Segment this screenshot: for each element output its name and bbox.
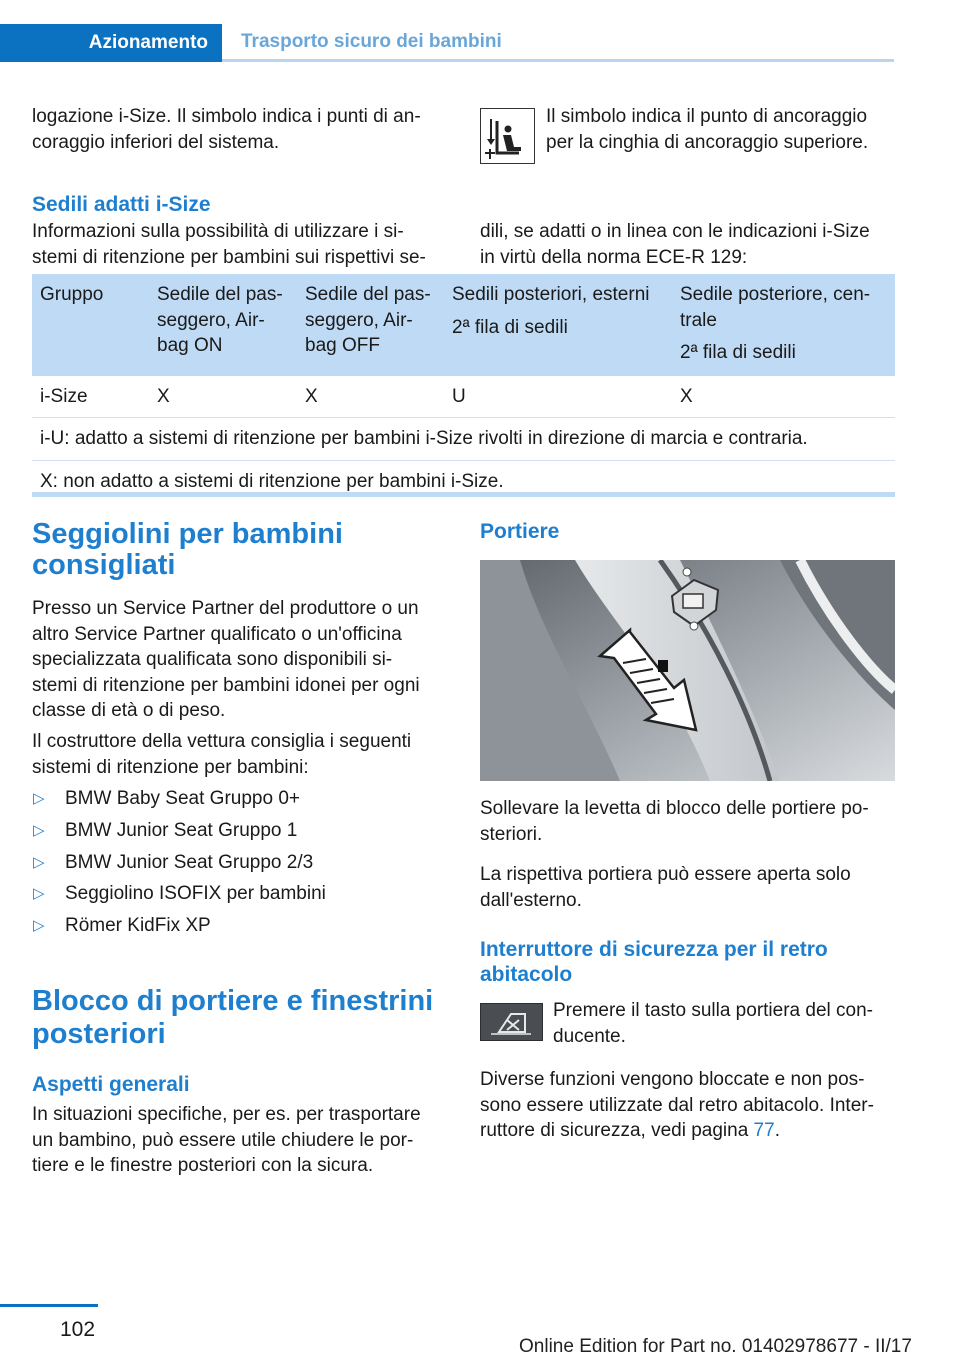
isize-text-left: Informazioni sulla possibilità di utilizzare i si- stemi di ritenzione per bambini sui rispettivi se- [32,221,426,268]
tab-azionamento[interactable]: Azionamento [0,24,222,62]
list-item: ▷ Römer KidFix XP [32,913,452,939]
table-cell: U [444,376,672,418]
interruttore-icon-text: Premere il tasto sulla portiera del con- ducente. [553,1000,873,1047]
table-header-cell: Sedile posteriore, cen- trale 2ª fila di sedili [672,274,895,376]
blocco-para: In situazioni specifiche, per es. per trasportare un bambino, può essere utile chiudere le por- tiere e le finestre posteriori con la sicura. [32,1104,421,1176]
page-77-link[interactable]: 77 [753,1120,775,1141]
triangle-bullet-icon: ▷ [33,790,45,807]
triangle-bullet-icon: ▷ [33,885,45,903]
triangle-bullet-icon: ▷ [33,821,45,839]
isize-table [32,274,895,502]
list-item: ▷ BMW Baby Seat Gruppo 0+ [32,786,452,812]
table-note: X: non adatto a sistemi di ritenzione per bambini i-Size. [40,470,504,492]
intro-left-text: logazione i-Size. Il simbolo indica i punti di an- coraggio inferiori del sistema. [32,106,421,153]
table-header-row [32,274,895,376]
list-item: ▷ BMW Junior Seat Gruppo 2/3 [32,850,452,876]
isize-heading: Sedili adatti i-Size [32,193,211,216]
header-divider [222,59,894,62]
table-note: i-U: adatto a sistemi di ritenzione per bambini i-Size rivolti in direzione di marcia e contraria. [32,418,895,461]
blocco-title: Blocco di portiere e finestrini posteriori [32,985,434,1050]
table-header-cell: Sedile del pas- seggero, Air- bag ON [149,274,297,376]
table-bottom-rule [32,492,895,497]
tab-trasporto-sicuro[interactable]: Trasporto sicuro dei bambini [241,31,502,52]
table-cell: X [149,376,297,418]
window-lock-switch-icon [480,1003,543,1041]
table-note-row [32,418,895,461]
seggiolini-list [32,786,452,945]
table-cell: X [672,376,895,418]
table-header-cell: Sedili posteriori, esterni 2ª fila di sedili [444,274,672,376]
table-cell: X [297,376,444,418]
aspetti-generali-heading: Aspetti generali [32,1073,190,1096]
table-header-cell: Sedile del pas- seggero, Air- bag OFF [297,274,444,376]
interruttore-para: Diverse funzioni vengono bloccate e non pos- sono essere utilizzate dal retro abitacolo. Inter- ruttore di sicurezza, vedi pagina 77. [480,1069,874,1141]
page-number: 102 [60,1318,96,1341]
seggiolini-title: Seggiolini per bambini consigliati [32,518,343,581]
door-lock-lever-illustration [480,560,895,781]
interruttore-heading: Interruttore di sicurezza per il retro abitacolo [480,938,828,986]
triangle-bullet-icon: ▷ [33,917,45,935]
seggiolini-para2: Il costruttore della vettura consiglia i seguenti sistemi di ritenzione per bambini: [32,731,412,778]
isize-text-right: dili, se adatti o in linea con le indicazioni i-Size in virtù della norma ECE-R 129: [480,221,870,268]
triangle-bullet-icon: ▷ [33,853,45,871]
table-cell: i-Size [32,376,149,418]
intro-right-text: Il simbolo indica il punto di ancoraggio per la cinghia di ancoraggio superiore. [546,106,869,153]
footer-rule [0,1304,98,1307]
child-seat-tether-icon [480,108,535,164]
seggiolini-para1: Presso un Service Partner del produttore o un altro Service Partner qualificato o un'officina specializzata qualificata sono disponibili si- stemi di ritenzione per bambini idonei per ogni classe di età o di peso. [32,598,420,721]
footer-edition: Online Edition for Part no. 01402978677 - II/17 [519,1336,912,1357]
portiere-heading: Portiere [480,520,560,543]
portiere-para2: La rispettiva portiera può essere aperta solo dall'esterno. [480,864,851,911]
list-item: ▷ Seggiolino ISOFIX per bambini [32,881,452,907]
portiere-para1: Sollevare la levetta di blocco delle portiere po- steriori. [480,798,869,845]
table-row [32,376,895,418]
table-header-cell: Gruppo [32,274,149,376]
list-item: ▷ BMW Junior Seat Gruppo 1 [32,818,452,844]
